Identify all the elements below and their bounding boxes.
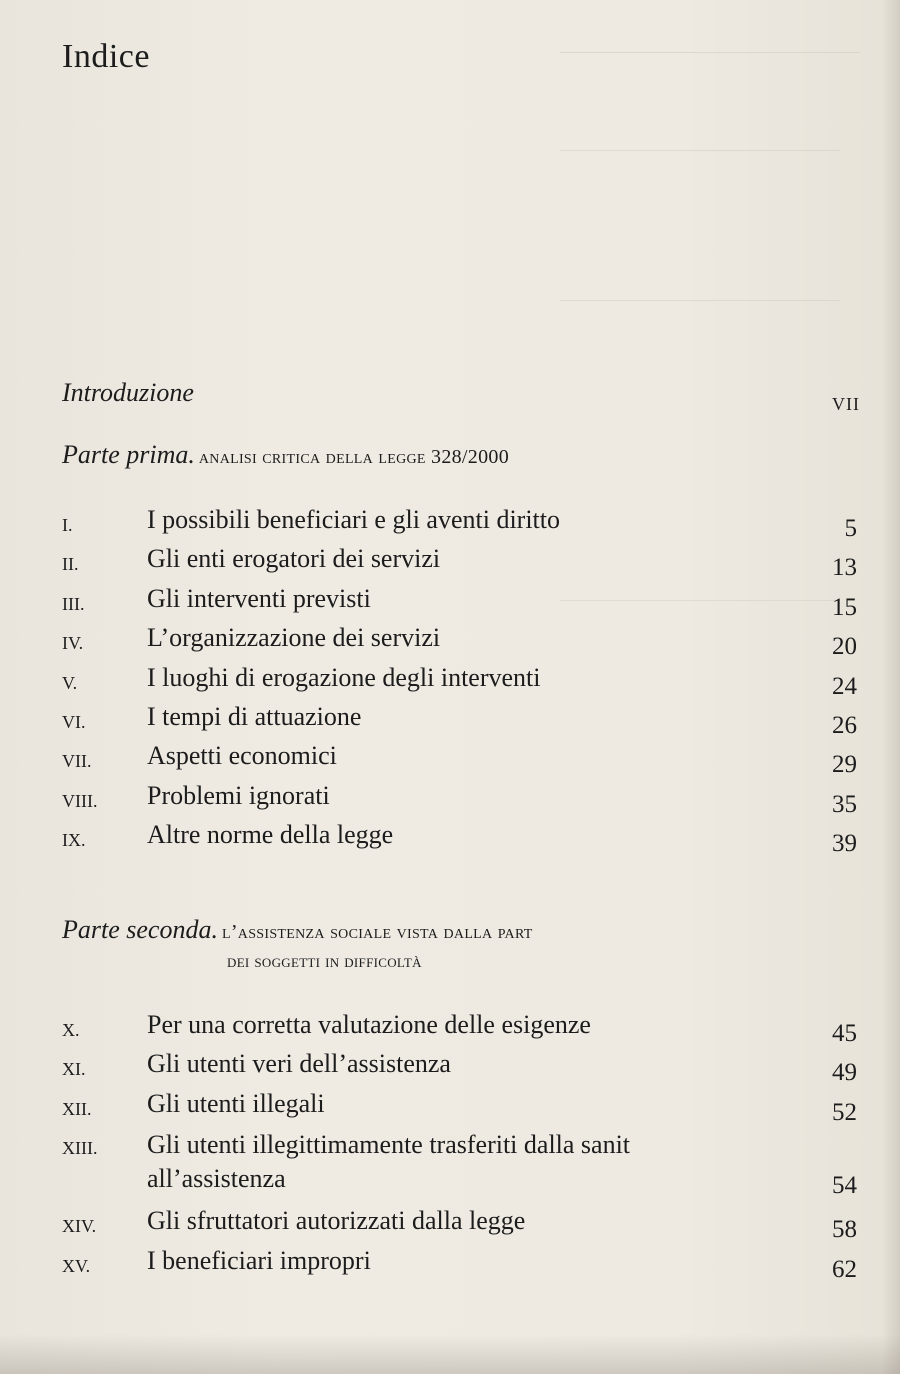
chapter-page: 49 <box>832 1059 857 1087</box>
chapter-title: Gli interventi previsti <box>147 583 371 613</box>
chapter-title: I beneficiari impropri <box>147 1245 371 1275</box>
chapter-page: 62 <box>832 1255 857 1283</box>
chapter-title: Gli sfruttatori autorizzati dalla legge <box>147 1206 526 1236</box>
chapter-number: I. <box>62 515 73 535</box>
chapter-page: 24 <box>832 672 857 700</box>
chapter-number: III. <box>62 593 85 614</box>
chapter-number: XIV. <box>62 1216 97 1237</box>
chapter-number: IV. <box>62 633 84 654</box>
chapter-entry <box>62 702 857 741</box>
chapter-number: VI. <box>62 711 86 732</box>
chapter-page: 39 <box>832 830 857 858</box>
part-heading-text-line2: dei soggetti in difficoltà <box>227 951 422 971</box>
chapter-page: 13 <box>832 554 857 582</box>
chapter-title-line2: all’assistenza <box>147 1164 286 1194</box>
chapter-title: I tempi di attuazione <box>147 701 362 731</box>
page-bottom-shadow <box>0 1334 900 1374</box>
chapter-entry <box>62 505 857 544</box>
chapter-number: II. <box>62 554 79 575</box>
chapter-number: VII. <box>62 751 92 772</box>
chapter-page: 20 <box>832 633 857 661</box>
chapter-entry <box>62 1206 857 1245</box>
chapter-number: XV. <box>62 1255 91 1276</box>
page-title: Indice <box>62 38 150 75</box>
chapter-number: VIII. <box>62 790 98 811</box>
part-heading-2 <box>62 915 862 971</box>
chapter-entry <box>62 544 857 583</box>
page-edge-shadow <box>882 0 900 1374</box>
chapter-entry <box>62 663 857 702</box>
chapter-page: 52 <box>832 1098 857 1126</box>
chapter-page: 29 <box>832 751 857 779</box>
chapter-number: XI. <box>62 1059 86 1080</box>
chapter-list-part-2 <box>62 1010 857 1285</box>
part-label: Parte prima. <box>62 440 195 469</box>
chapter-page: 45 <box>832 1020 857 1047</box>
chapter-page: 15 <box>832 593 857 621</box>
chapter-entry <box>62 1049 857 1088</box>
chapter-page: 58 <box>832 1216 857 1244</box>
introduction-page: VII <box>832 394 860 414</box>
chapter-entry <box>62 1010 857 1049</box>
part-heading-text: l’assistenza sociale vista dalla part <box>221 921 533 943</box>
chapter-title: Gli utenti illegali <box>147 1088 325 1118</box>
chapter-title: Problemi ignorati <box>147 780 330 810</box>
part-heading-text: analisi critica della legge 328/2000 <box>198 446 509 468</box>
chapter-entry <box>62 1128 857 1206</box>
chapter-title <box>147 1128 630 1196</box>
chapter-list-part-1 <box>62 505 857 860</box>
chapter-number: V. <box>62 672 78 693</box>
chapter-entry <box>62 1089 857 1128</box>
chapter-title: Gli utenti veri dell’assistenza <box>147 1049 451 1079</box>
chapter-title: L’organizzazione dei servizi <box>147 623 441 653</box>
chapter-entry <box>62 623 857 662</box>
chapter-entry <box>62 820 857 859</box>
chapter-entry <box>62 1246 857 1285</box>
part-heading-1 <box>62 440 862 470</box>
introduction-title: Introduzione <box>62 378 194 407</box>
part-label: Parte seconda. <box>62 915 218 944</box>
chapter-entry <box>62 781 857 820</box>
chapter-page: 5 <box>844 515 857 542</box>
chapter-title: Aspetti economici <box>147 741 337 771</box>
chapter-page: 35 <box>832 790 857 818</box>
chapter-page: 54 <box>832 1172 857 1200</box>
chapter-entry <box>62 584 857 623</box>
chapter-title: I luoghi di erogazione degli interventi <box>147 662 541 692</box>
chapter-entry <box>62 741 857 780</box>
chapter-title: Gli enti erogatori dei servizi <box>147 544 441 574</box>
toc-introduction <box>62 378 862 418</box>
chapter-number: X. <box>62 1020 80 1040</box>
chapter-number: XII. <box>62 1098 92 1119</box>
chapter-number: IX. <box>62 830 86 851</box>
chapter-title: I possibili beneficiari e gli aventi diritto <box>147 505 561 534</box>
chapter-number: XIII. <box>62 1138 98 1159</box>
chapter-title: Per una corretta valutazione delle esigenze <box>147 1010 591 1039</box>
chapter-title: Altre norme della legge <box>147 820 394 850</box>
chapter-title-line1: Gli utenti illegittimamente trasferiti dalla sanit <box>147 1130 631 1160</box>
chapter-page: 26 <box>832 711 857 739</box>
